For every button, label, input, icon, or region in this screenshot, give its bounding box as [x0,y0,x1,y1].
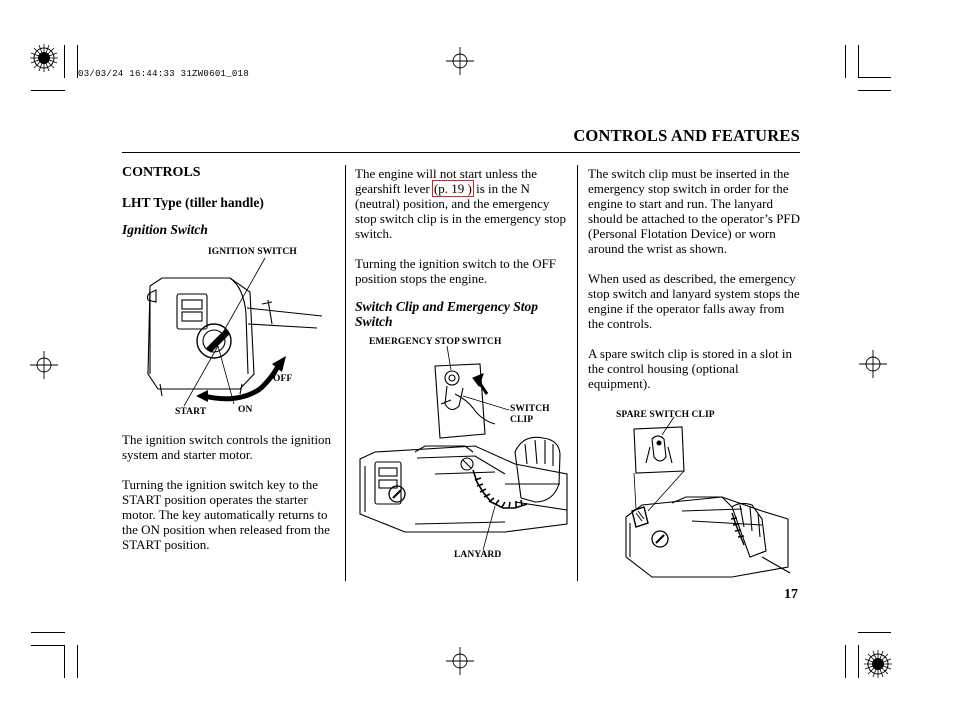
spare-switch-clip-illustration [612,407,796,585]
switch-clip-heading: Switch Clip and Emergency Stop Switch [355,299,539,329]
page-ref-link[interactable]: (p. 19 ) [433,181,472,196]
engine-start-text-b: is in the N (neutral) position, and the emergency stop switch clip is in the emergency stop switch. [355,181,566,241]
section-title: CONTROLS AND FEATURES [573,126,800,145]
crosshair-bottom [446,647,474,675]
crosshair-top [446,47,474,75]
label-switch-clip-line2: CLIP [510,415,534,425]
page-number: 17 [784,587,798,602]
lanyard-system-para: When used as described, the emergency stop switch and lanyard system stops the engine if the operator falls away from the controls. [588,271,800,331]
ignition-switch-figure [122,244,338,424]
label-emergency-stop-switch: EMERGENCY STOP SWITCH [369,337,502,347]
print-stamp: 03/03/24 16:44:33 31ZW0601_018 [78,69,250,79]
spare-switch-clip-figure [612,407,796,585]
label-switch-clip-line1: SWITCH [510,404,550,414]
engine-start-para [355,166,569,241]
column-divider-1 [345,165,346,581]
ignition-switch-heading: Ignition Switch [122,222,208,237]
header-rule [122,152,800,153]
label-on: ON [238,405,253,415]
lht-subheading: LHT Type (tiller handle) [122,195,264,210]
spare-clip-para: A spare switch clip is stored in a slot in the control housing (optional equipment). [588,346,793,391]
column-1-body [122,432,338,567]
crosshair-left [30,351,58,379]
label-switch-clip [510,404,550,426]
crosshair-right [859,350,887,378]
registration-starburst-bottom-right [864,650,892,678]
label-off: OFF [273,374,293,384]
column-1 [122,165,338,237]
column-divider-2 [577,165,578,581]
label-lanyard: LANYARD [454,550,502,560]
column-2 [355,166,569,329]
switch-clip-para: The switch clip must be inserted in the emergency stop switch in order for the engine to start and run. The lanyard should be attached to the operator’s PFD (Personal Flotation Device) or worn around the wrist as shown. [588,166,801,256]
ignition-para-2: Turning the ignition switch key to the START position operates the starter motor. The key automatically returns to the ON position when released from the START position. [122,477,330,552]
off-stops-para: Turning the ignition switch to the OFF position stops the engine. [355,256,557,286]
controls-heading: CONTROLS [122,165,201,180]
label-start: START [175,407,207,417]
engine-start-text-a: The engine will not start unless the gearshift lever [355,166,537,196]
label-ignition-switch: IGNITION SWITCH [208,247,297,257]
emergency-stop-illustration [355,334,571,566]
column-3 [588,166,802,406]
ignition-para-1: The ignition switch controls the ignition system and starter motor. [122,432,332,462]
emergency-stop-figure [355,334,571,566]
registration-starburst-top-left [30,44,58,72]
ignition-switch-illustration [122,244,338,424]
label-spare-switch-clip: SPARE SWITCH CLIP [616,410,715,420]
